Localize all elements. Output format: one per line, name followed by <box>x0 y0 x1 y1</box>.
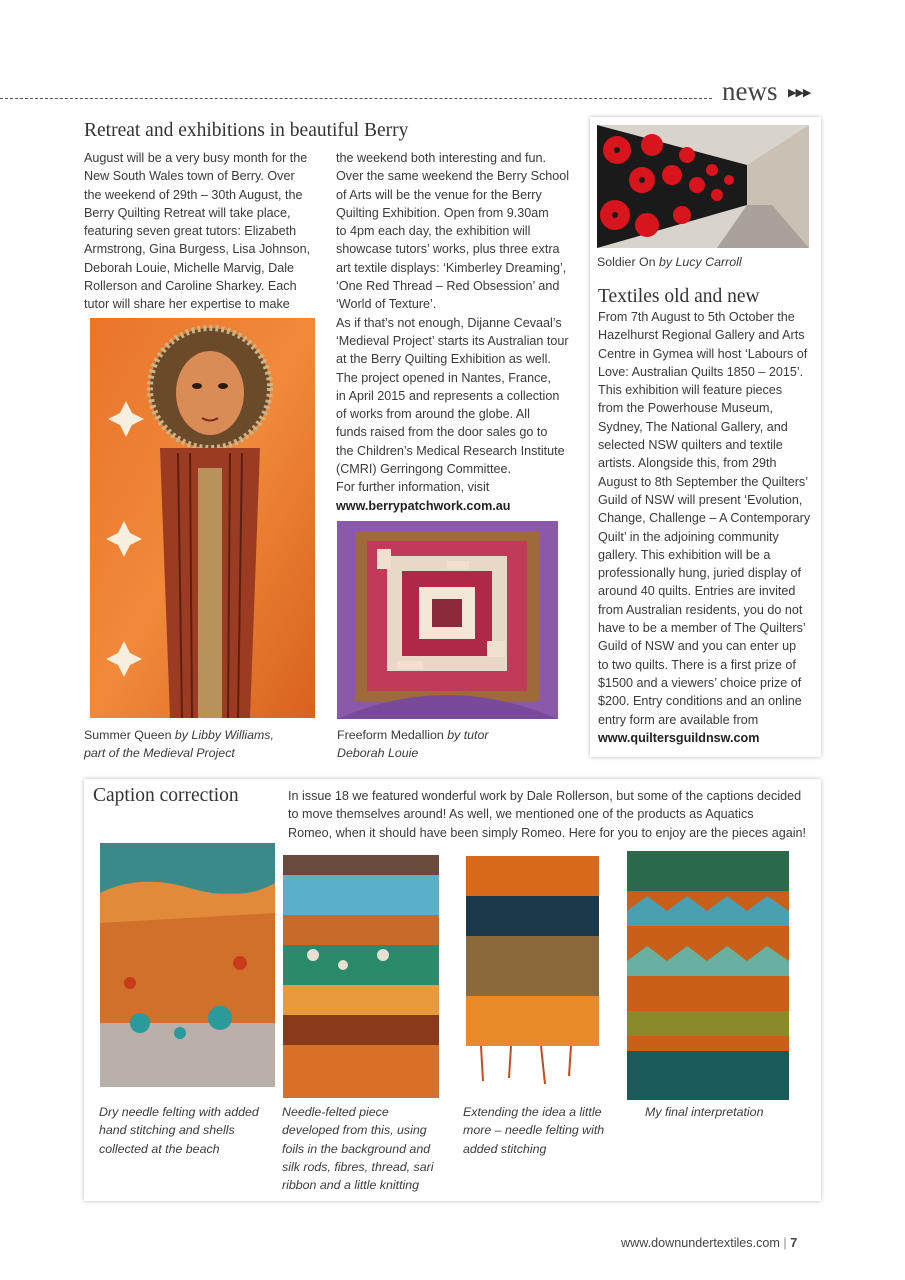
text-line: gallery. This exhibition will be a <box>598 547 771 562</box>
text-line: Hazelhurst Regional Gallery and Arts <box>598 328 805 343</box>
text-line: Over the same weekend the Berry School <box>336 169 570 184</box>
text-line: Change, Challenge – A Contemporary <box>598 511 811 526</box>
text-line: New South Wales town of Berry. Over <box>84 169 295 184</box>
text-line: selected NSW quilters and textile <box>598 438 783 453</box>
footer-separator: | <box>783 1236 787 1250</box>
text-line: funds raised from the door sales go to <box>336 425 548 440</box>
caption-correction-intro <box>288 787 816 842</box>
text-line: hand stitching and shells <box>99 1123 235 1138</box>
text-line: ‘One Red Thread – Red Obsession’ and <box>336 279 560 294</box>
text-line: Quilting Exhibition. Open from 9.30am <box>336 205 549 220</box>
text-line: For further information, visit <box>336 480 490 495</box>
soldier-on-photo <box>597 125 809 248</box>
retreat-col1 <box>84 149 324 314</box>
text-line: collected at the beach <box>99 1141 220 1156</box>
felt-caption-1 <box>99 1103 274 1158</box>
section-arrows-icon: ▶▶▶ <box>788 87 811 99</box>
text-line: Love: Australian Quilts 1850 – 2015’. <box>598 364 804 379</box>
text-line: (CMRI) Gerringong Committee. <box>336 462 511 477</box>
caption-credit: by Lucy Carroll <box>658 255 742 269</box>
summer-queen-caption <box>84 726 274 763</box>
caption-credit: by tutor <box>447 728 489 742</box>
text-line: Guild of NSW and you can enter up <box>598 639 797 654</box>
text-line: art textile displays: ‘Kimberley Dreaming’, <box>336 260 567 275</box>
text-line: silk rods, fibres, thread, sari <box>282 1159 434 1174</box>
text-line: Dry needle felting with added <box>99 1105 259 1119</box>
text-line: artists. Alongside this, from 29th <box>598 456 777 471</box>
text-line: added stitching <box>463 1141 547 1156</box>
quilters-guild-link[interactable]: www.quiltersguildnsw.com <box>598 730 760 745</box>
footer <box>621 1236 797 1250</box>
felt-caption-3 <box>463 1103 628 1158</box>
caption-correction-title: Caption correction <box>93 785 239 806</box>
felt-piece-1-photo <box>100 843 275 1087</box>
caption-title: Soldier On <box>597 255 659 269</box>
text-line: tutor will share her expertise to make <box>84 297 290 312</box>
textiles-title: Textiles old and new <box>598 286 760 307</box>
header-dashed-rule <box>0 98 712 99</box>
text-line: As if that’s not enough, Dijanne Cevaal’s <box>336 315 562 330</box>
felt-caption-2 <box>282 1103 457 1194</box>
text-line: Sydney, The National Gallery, and <box>598 419 788 434</box>
text-line: My final interpretation <box>645 1105 764 1119</box>
caption-credit: Deborah Louie <box>337 746 419 761</box>
text-line: Needle-felted piece <box>282 1105 389 1119</box>
text-line: Rollerson and Caroline Sharkey. Each <box>84 279 297 294</box>
caption-title: Freeform Medallion <box>337 728 448 742</box>
text-line: have to be a member of The Quilters’ <box>598 621 806 636</box>
text-line: Quilt’ in the adjoining community <box>598 529 779 544</box>
text-line: August will be a very busy month for the <box>84 151 308 165</box>
text-line: entry form are available from <box>598 712 759 727</box>
text-line: Deborah Louie, Michelle Marvig, Dale <box>84 260 294 275</box>
text-line: more – needle felting with <box>463 1123 605 1138</box>
text-line: Romeo, when it should have been simply Romeo. Here for you to enjoy are the pieces again! <box>288 825 807 840</box>
text-line: ‘Medieval Project’ starts its Australian tour <box>336 333 569 348</box>
text-line: From 7th August to 5th October the <box>598 310 795 324</box>
text-line: of Arts will be the venue for the Berry <box>336 187 542 202</box>
berry-patchwork-link[interactable]: www.berrypatchwork.com.au <box>336 498 511 513</box>
page-number: 7 <box>790 1236 798 1250</box>
textiles-body <box>598 308 820 747</box>
text-line: Centre in Gymea will host ‘Labours of <box>598 346 808 361</box>
text-line: Extending the idea a little <box>463 1105 602 1119</box>
caption-credit: part of the Medieval Project <box>84 746 235 761</box>
medallion-caption <box>337 726 489 763</box>
caption-credit: by Libby Williams, <box>174 728 274 742</box>
text-line: professionally hung, juried display of <box>598 566 802 581</box>
felt-piece-4-photo <box>627 851 789 1100</box>
felt-piece-3-photo <box>461 856 604 1086</box>
text-line: ‘World of Texture’. <box>336 297 437 312</box>
text-line: at the Berry Quilting Exhibition as well. <box>336 352 551 367</box>
text-line: This exhibition will feature pieces <box>598 383 783 398</box>
text-line: $1500 and a viewers’ choice prize of <box>598 675 802 690</box>
text-line: featuring seven great tutors: Elizabeth <box>84 224 297 239</box>
text-line: The project opened in Nantes, France, <box>336 370 551 385</box>
text-line: ribbon and a little knitting <box>282 1178 420 1193</box>
caption-title: Summer Queen <box>84 728 175 742</box>
summer-queen-photo <box>90 318 315 718</box>
text-line: $200. Entry conditions and an online <box>598 694 802 709</box>
text-line: showcase tutors’ works, plus three extra <box>336 242 560 257</box>
text-line: from the Powerhouse Museum, <box>598 401 773 416</box>
text-line: Berry Quilting Retreat will take place, <box>84 205 291 220</box>
felt-caption-4 <box>645 1103 815 1121</box>
text-line: the weekend of 29th – 30th August, the <box>84 187 303 202</box>
section-label: news <box>722 76 778 106</box>
text-line: the weekend both interesting and fun. <box>336 151 547 165</box>
retreat-col2 <box>336 149 581 515</box>
soldier-on-caption <box>597 253 742 271</box>
text-line: to two quilts. There is a first prize of <box>598 657 796 672</box>
text-line: in April 2015 and represents a collection <box>336 388 560 403</box>
text-line: developed from this, using <box>282 1123 427 1138</box>
text-line: of works from around the globe. All <box>336 407 530 422</box>
felt-piece-2-photo <box>283 855 439 1098</box>
text-line: the Children’s Medical Research Institute <box>336 443 565 458</box>
text-line: from Australian residents, you do not <box>598 602 803 617</box>
retreat-title: Retreat and exhibitions in beautiful Berry <box>84 120 409 141</box>
text-line: In issue 18 we featured wonderful work by Dale Rollerson, but some of the captions decided <box>288 789 802 803</box>
text-line: to 4pm each day, the exhibition will <box>336 224 531 239</box>
text-line: August to 8th September the Quilters’ <box>598 474 809 489</box>
freeform-medallion-photo <box>337 521 558 719</box>
text-line: around 40 quilts. Entries are invited <box>598 584 796 599</box>
footer-url[interactable]: www.downundertextiles.com <box>621 1236 780 1250</box>
text-line: foils in the background and <box>282 1141 431 1156</box>
text-line: Guild of NSW will present ‘Evolution, <box>598 492 803 507</box>
text-line: Armstrong, Gina Burgess, Lisa Johnson, <box>84 242 311 257</box>
text-line: to move themselves around! As well, we mentioned one of the products as Aquatics <box>288 807 754 822</box>
